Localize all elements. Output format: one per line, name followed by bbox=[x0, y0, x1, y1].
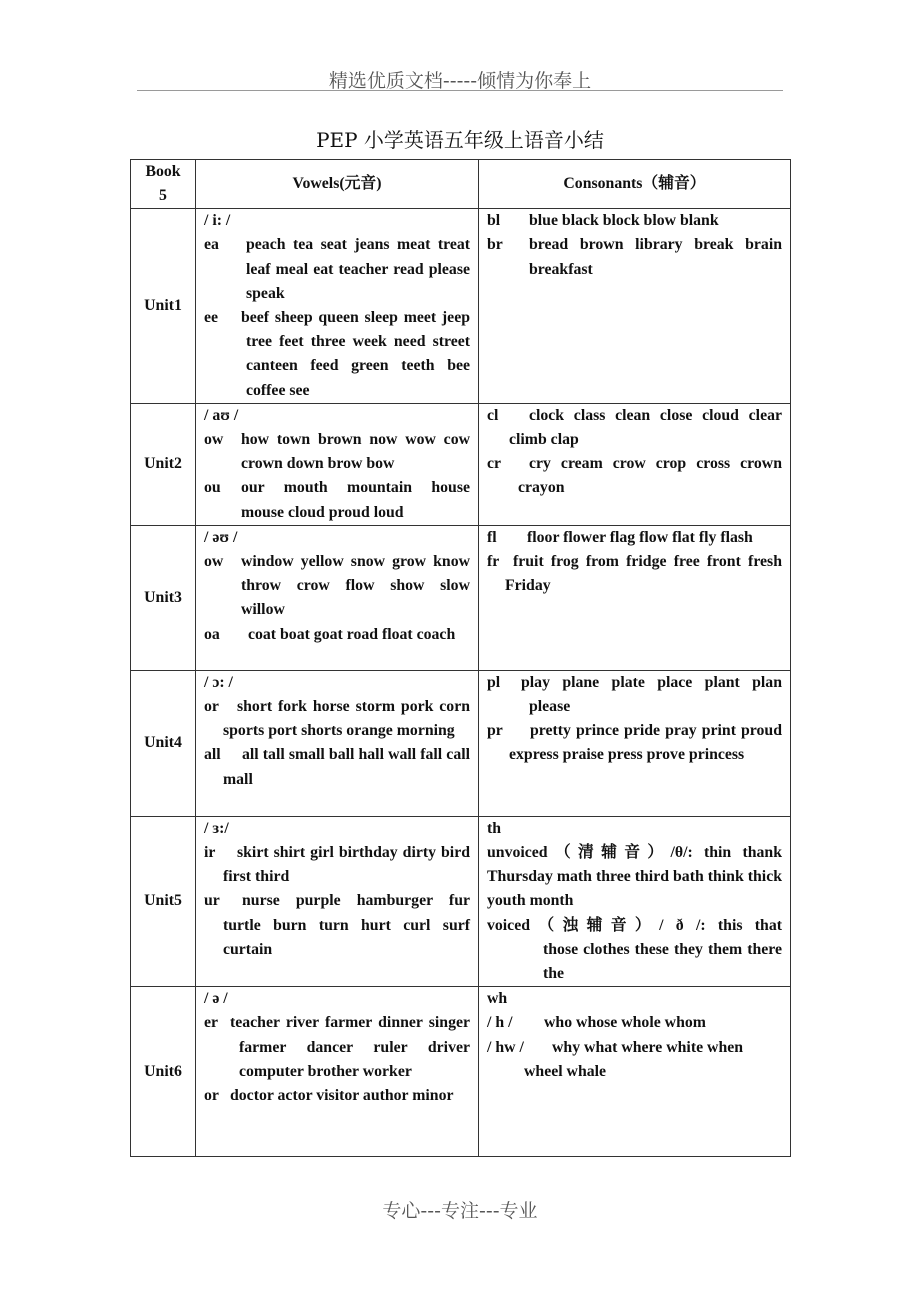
group-words: fruit frog from fridge free front fresh Friday bbox=[505, 553, 782, 595]
table-row bbox=[131, 209, 791, 404]
page-title: PEP 小学英语五年级上语音小结 bbox=[316, 128, 604, 152]
group-key: pr bbox=[487, 722, 503, 740]
wh-h-words: who whose whole whom bbox=[544, 1014, 706, 1032]
group-words: short fork horse storm pork corn sports port shorts orange morning bbox=[223, 698, 470, 740]
group-key: cr bbox=[487, 455, 502, 473]
consonant-group bbox=[487, 550, 782, 598]
consonant-group bbox=[487, 404, 782, 452]
vowel-cell bbox=[196, 403, 479, 525]
unit-label: Unit5 bbox=[131, 816, 196, 986]
col-header-vowels: Vowels(元音) bbox=[196, 160, 479, 209]
group-key: or bbox=[204, 698, 219, 716]
group-key: bl bbox=[487, 212, 501, 230]
consonant-cell bbox=[479, 816, 791, 986]
vowel-ipa: / ɜ:/ bbox=[204, 819, 229, 837]
th-unvoiced: unvoiced（清辅音）/θ/: thin thank Thursday math three third bath think thick youth month bbox=[487, 844, 782, 910]
vowel-group bbox=[204, 476, 470, 524]
group-words: teacher river farmer dinner singer farmer dancer ruler driver computer brother worker bbox=[230, 1014, 470, 1080]
consonant-cell bbox=[479, 209, 791, 404]
group-words: cry cream crow crop cross crown crayon bbox=[518, 455, 782, 497]
table-row bbox=[131, 670, 791, 816]
page-footer: 专心---专注---专业 bbox=[382, 1200, 538, 1222]
consonant-group bbox=[487, 209, 782, 233]
col-header-consonants: Consonants（辅音） bbox=[479, 160, 791, 209]
consonant-group bbox=[487, 719, 782, 767]
group-words: window yellow snow grow know throw crow flow show slow willow bbox=[241, 553, 470, 619]
group-key: ow bbox=[204, 553, 224, 571]
wh-hw-words: why what where white when wheel whale bbox=[524, 1038, 744, 1080]
consonant-group bbox=[487, 233, 782, 281]
table-row bbox=[131, 987, 791, 1157]
group-key: or bbox=[204, 1087, 219, 1105]
vowel-group bbox=[204, 428, 470, 476]
group-key: oa bbox=[204, 625, 220, 643]
wh-key: wh bbox=[487, 990, 508, 1008]
group-words: beef sheep queen sleep meet jeep tree feet three week need street canteen feed green teeth bee coffee see bbox=[241, 309, 470, 399]
vowel-group bbox=[204, 841, 470, 889]
vowel-group bbox=[204, 889, 470, 962]
th-key: th bbox=[487, 819, 502, 837]
group-key: ir bbox=[204, 844, 216, 862]
unit-label: Unit3 bbox=[131, 525, 196, 670]
unit-label: Unit1 bbox=[131, 209, 196, 404]
group-words: floor flower flag flow flat fly flash bbox=[527, 528, 753, 546]
group-words: pretty prince pride pray print proud express praise press prove princess bbox=[509, 722, 782, 764]
consonant-cell bbox=[479, 670, 791, 816]
table-row bbox=[131, 403, 791, 525]
group-key: all bbox=[204, 746, 221, 764]
vowel-group bbox=[204, 695, 470, 743]
vowel-group bbox=[204, 1084, 470, 1108]
table-header-row bbox=[131, 160, 791, 209]
consonant-cell bbox=[479, 403, 791, 525]
group-words: how town brown now wow cow crown down brow bow bbox=[241, 431, 470, 473]
vowel-group bbox=[204, 233, 470, 306]
wh-hw-line bbox=[487, 1036, 782, 1084]
consonant-group bbox=[487, 452, 782, 500]
wh-hw-label: / hw / bbox=[487, 1038, 524, 1056]
page-header: 精选优质文档-----倾情为你奉上 bbox=[328, 70, 592, 92]
group-key: ur bbox=[204, 892, 220, 910]
phonics-table bbox=[130, 159, 791, 1157]
group-words: peach tea seat jeans meat treat leaf meal eat teacher read please speak bbox=[246, 236, 470, 302]
vowel-cell bbox=[196, 816, 479, 986]
group-key: cl bbox=[487, 406, 499, 424]
vowel-group bbox=[204, 743, 470, 791]
vowel-ipa: / aʊ / bbox=[204, 406, 239, 424]
consonant-cell bbox=[479, 987, 791, 1157]
th-voiced-label: voiced（浊辅音）/ ð /: this that bbox=[487, 916, 782, 934]
unit-label: Unit6 bbox=[131, 987, 196, 1157]
consonant-cell bbox=[479, 525, 791, 670]
group-key: ou bbox=[204, 479, 221, 497]
group-words: bread brown library break brain breakfast bbox=[529, 236, 782, 278]
th-voiced-words: those clothes these they them there the bbox=[543, 940, 782, 983]
group-words: nurse purple hamburger fur turtle burn turn hurt curl surf curtain bbox=[223, 892, 470, 958]
vowel-ipa: / əʊ / bbox=[204, 528, 238, 546]
group-words: coat boat goat road float coach bbox=[248, 625, 456, 643]
col-header-book: Book 5 bbox=[131, 160, 196, 209]
wh-h-label: / h / bbox=[487, 1014, 513, 1032]
vowel-group bbox=[204, 1011, 470, 1084]
table-row bbox=[131, 525, 791, 670]
vowel-cell bbox=[196, 525, 479, 670]
unit-label: Unit2 bbox=[131, 403, 196, 525]
vowel-group bbox=[204, 306, 470, 403]
group-words: blue black block blow blank bbox=[529, 212, 719, 230]
group-key: pl bbox=[487, 673, 501, 691]
vowel-ipa: / ə / bbox=[204, 990, 228, 1008]
consonant-group bbox=[487, 671, 782, 719]
group-key: ow bbox=[204, 431, 224, 449]
group-key: ea bbox=[204, 236, 219, 254]
group-key: fl bbox=[487, 528, 497, 546]
vowel-cell bbox=[196, 670, 479, 816]
group-words: our mouth mountain house mouse cloud proud loud bbox=[241, 479, 470, 521]
group-words: clock class clean close cloud clear climb clap bbox=[509, 406, 782, 449]
group-key: ee bbox=[204, 309, 219, 327]
vowel-group bbox=[204, 623, 470, 647]
vowel-ipa: / i: / bbox=[204, 212, 231, 230]
group-words: all tall small ball hall wall fall call mall bbox=[223, 746, 470, 788]
header-divider bbox=[137, 90, 783, 91]
wh-h-line bbox=[487, 1011, 782, 1035]
group-words: play plane plate place plant plan please bbox=[521, 673, 782, 716]
group-key: fr bbox=[487, 553, 500, 571]
vowel-cell bbox=[196, 987, 479, 1157]
group-words: skirt shirt girl birthday dirty bird first third bbox=[223, 844, 470, 886]
group-key: br bbox=[487, 236, 503, 254]
table-row bbox=[131, 816, 791, 986]
group-key: er bbox=[204, 1014, 219, 1032]
unit-label: Unit4 bbox=[131, 670, 196, 816]
group-words: doctor actor visitor author minor bbox=[230, 1087, 454, 1105]
vowel-ipa: / ɔ: / bbox=[204, 673, 233, 691]
consonant-group bbox=[487, 526, 782, 550]
vowel-group bbox=[204, 550, 470, 623]
vowel-cell bbox=[196, 209, 479, 404]
